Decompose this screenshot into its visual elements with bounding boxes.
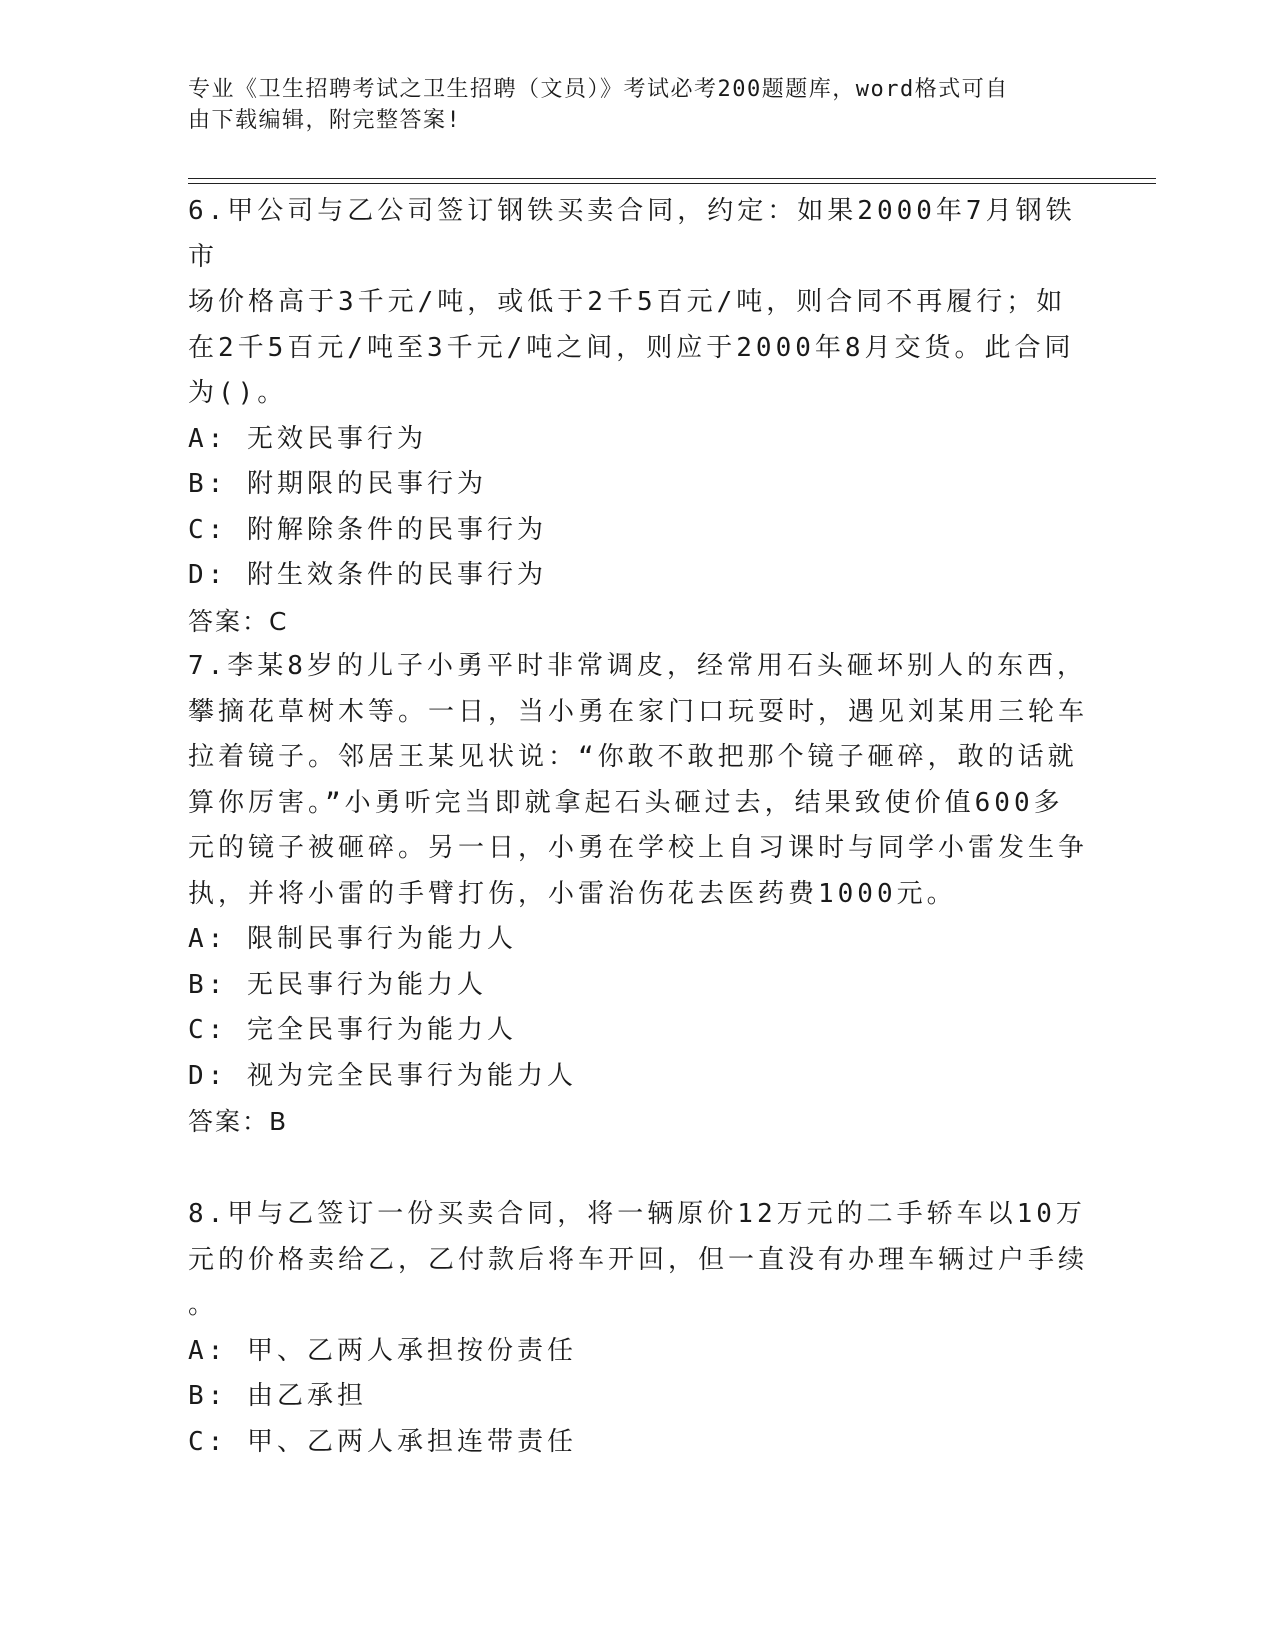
header-line-2: 由下载编辑，附完整答案! (188, 108, 462, 133)
question-stem-line: 6.甲公司与乙公司签订钢铁买卖合同，约定：如果2000年7月钢铁市 (188, 196, 1076, 272)
option-c: C: 附解除条件的民事行为 (188, 514, 547, 545)
option-b: B: 附期限的民事行为 (188, 469, 487, 499)
question-stem-line: 攀摘花草树木等。一日，当小勇在家门口玩耍时，遇见刘某用三轮车 (188, 696, 1089, 727)
question-stem-line: 为()。 (188, 378, 288, 408)
question-stem-line: 元的镜子被砸碎。另一日，小勇在学校上自习课时与同学小雷发生争 (188, 833, 1089, 863)
option-b: B: 无民事行为能力人 (188, 969, 487, 1000)
answer-label: 答案：C (188, 606, 289, 636)
option-c: C: 甲、乙两人承担连带责任 (188, 1426, 577, 1457)
question-stem-line: 在2千5百元/吨至3千元/吨之间，则应于2000年8月交货。此合同 (188, 332, 1075, 363)
question-8 (188, 1192, 1088, 1465)
question-stem-line: 算你厉害。”小勇听完当即就拿起石头砸过去，结果致使价值600多 (188, 787, 1064, 818)
question-stem-line: 拉着镜子。邻居王某见状说：“你敢不敢把那个镜子砸碎，敢的话就 (188, 742, 1078, 772)
option-b: B: 由乙承担 (188, 1381, 367, 1411)
question-stem-line: 8.甲与乙签订一份买卖合同，将一辆原价12万元的二手轿车以10万 (188, 1199, 1086, 1229)
header-divider-top (188, 178, 1156, 179)
question-6 (188, 189, 1088, 644)
header-divider-bottom (188, 183, 1156, 184)
header-line-1: 专业《卫生招聘考试之卫生招聘（文员）》考试必考200题题库，word格式可自 (188, 77, 1009, 102)
question-stem-line: 。 (188, 1290, 219, 1320)
question-stem-line: 7.李某8岁的儿子小勇平时非常调皮，经常用石头砸坏别人的东西， (188, 651, 1087, 681)
option-a: A: 甲、乙两人承担按份责任 (188, 1335, 577, 1366)
question-stem-line: 元的价格卖给乙，乙付款后将车开回，但一直没有办理车辆过户手续 (188, 1244, 1089, 1275)
option-a: A: 限制民事行为能力人 (188, 924, 517, 954)
option-d: D: 附生效条件的民事行为 (188, 560, 547, 590)
question-stem-line: 场价格高于3千元/吨，或低于2千5百元/吨，则合同不再履行；如 (188, 287, 1067, 317)
question-stem-line: 执，并将小雷的手臂打伤，小雷治伤花去医药费1000元。 (188, 878, 957, 909)
question-7 (188, 644, 1088, 1145)
option-c: C: 完全民事行为能力人 (188, 1015, 517, 1045)
option-d: D: 视为完全民事行为能力人 (188, 1060, 577, 1091)
answer-label: 答案：B (188, 1107, 289, 1136)
document-header (188, 74, 1068, 136)
option-a: A: 无效民事行为 (188, 423, 427, 454)
